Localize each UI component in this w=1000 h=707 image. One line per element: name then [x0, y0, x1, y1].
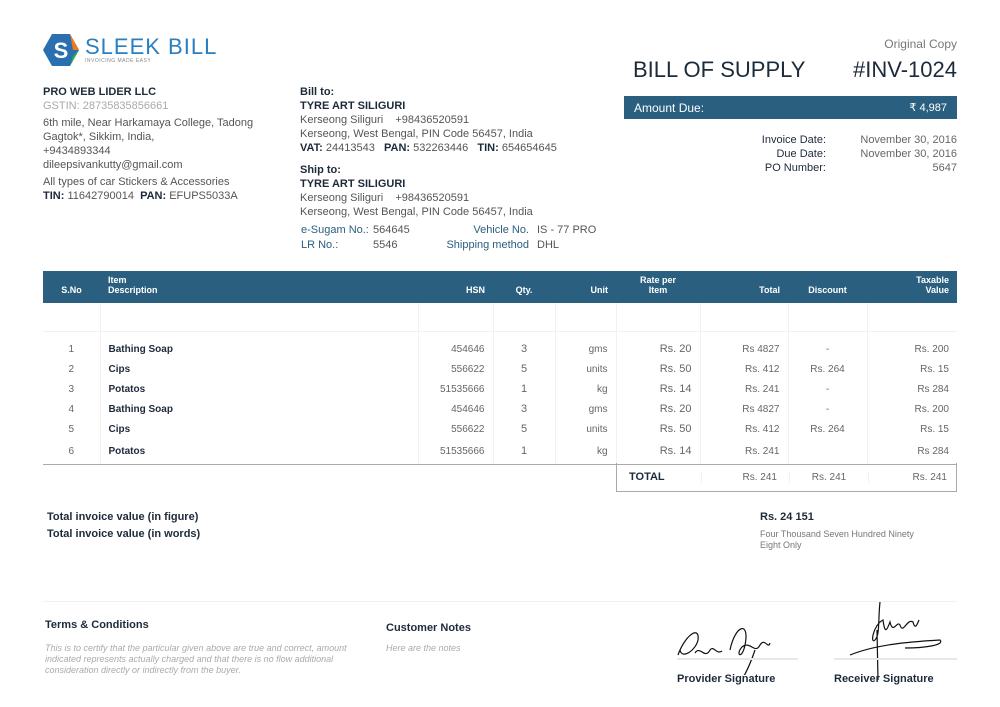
- cell-qty: 1: [493, 379, 555, 399]
- shipping-method-label: Shipping method: [446, 239, 529, 251]
- cell-qty: 5: [493, 419, 555, 439]
- cell-sno: 1: [68, 343, 75, 355]
- cell-discount: [788, 439, 867, 464]
- terms-title: Terms & Conditions: [45, 619, 149, 631]
- col-unit: Unit: [555, 271, 616, 303]
- cell-item: Cips: [100, 419, 418, 439]
- footer-divider: [43, 601, 957, 602]
- pan-label: PAN:: [384, 142, 411, 154]
- words-line1: Four Thousand Seven Hundred Ninety: [760, 529, 914, 539]
- cell-taxable: Rs. 15: [867, 419, 957, 439]
- figure-value: Rs. 24 151: [760, 511, 814, 523]
- cell-sno: 5: [68, 423, 75, 435]
- table-row: [43, 439, 957, 464]
- cell-discount: -: [788, 331, 867, 359]
- notes-title: Customer Notes: [386, 622, 471, 634]
- vat-label: VAT:: [300, 142, 323, 154]
- amount-due-bar: [624, 96, 957, 119]
- col-item-line1: Item: [108, 275, 127, 285]
- cell-taxable: Rs 284: [867, 439, 957, 464]
- cell-total: Rs 4827: [700, 331, 788, 359]
- seller-tax-ids: [43, 189, 283, 203]
- cell-item: Cips: [100, 359, 418, 379]
- cell-item: Bathing Soap: [100, 331, 418, 359]
- cell-qty: 3: [493, 331, 555, 359]
- figure-label: Total invoice value (in figure): [47, 511, 199, 523]
- brand-name: SLEEK BILL: [85, 34, 218, 59]
- col-total: Total: [700, 271, 788, 303]
- table-row: [43, 379, 957, 399]
- ship-to-line1: Kerseong Siliguri +98436520591: [300, 192, 470, 204]
- esugam-value: 564645: [373, 224, 410, 236]
- notes-text: Here are the notes: [386, 643, 461, 653]
- receiver-signature-line: [834, 658, 957, 660]
- seller-address-1: 6th mile, Near Harkamaya College, Tadong: [43, 117, 254, 129]
- copy-label: Original Copy: [884, 37, 957, 51]
- seller-name: PRO WEB LIDER LLC: [43, 86, 157, 98]
- cell-hsn: 51535666: [418, 439, 493, 464]
- provider-signature-image: [670, 615, 790, 675]
- seller-gstin: GSTIN: 28735835856661: [43, 100, 169, 112]
- cell-total: Rs. 241: [700, 439, 788, 464]
- cell-taxable: Rs. 15: [867, 359, 957, 379]
- cell-unit: units: [555, 359, 616, 379]
- pan-value: 532263446: [413, 142, 469, 154]
- seller-description: All types of car Stickers & Accessories: [43, 176, 230, 188]
- svg-text:S: S: [53, 38, 69, 63]
- invoice-date-label: Invoice Date:: [761, 134, 826, 146]
- table-row: [43, 399, 957, 419]
- invoice-meta: [700, 133, 957, 175]
- words-label: Total invoice value (in words): [47, 528, 201, 540]
- vehicle-value: IS - 77 PRO: [537, 224, 597, 236]
- cell-hsn: 454646: [418, 331, 493, 359]
- table-row: [43, 359, 957, 379]
- terms-text: This is to certify that the particular given above are true and correct, amount indicated represents actually charged and that there is no flow additional consideration directly or indirectly from the buyer.: [45, 643, 347, 675]
- cell-sno: 4: [68, 403, 75, 415]
- pan-value: EFUPS5033A: [169, 190, 238, 202]
- cell-rate: Rs. 14: [616, 379, 700, 399]
- col-rate-line2: Item: [648, 285, 668, 295]
- cell-rate: Rs. 50: [616, 419, 700, 439]
- po-number-value: 5647: [932, 162, 957, 174]
- cell-unit: gms: [555, 331, 616, 359]
- col-hsn: HSN: [418, 271, 493, 303]
- due-date-label: Due Date:: [776, 148, 826, 160]
- cell-unit: kg: [555, 439, 616, 464]
- cell-sno: 6: [43, 439, 100, 464]
- seller-address-2: Gagtok*, Sikkim, India,: [43, 131, 155, 143]
- cell-item: Bathing Soap: [100, 399, 418, 419]
- cell-total: Rs. 412: [700, 359, 788, 379]
- table-row: [43, 419, 957, 439]
- cell-rate: Rs. 20: [616, 331, 700, 359]
- receiver-signature-image: [845, 600, 955, 680]
- cell-qty: 1: [493, 439, 555, 464]
- brand-tagline: INVOICING MADE EASY: [85, 58, 152, 64]
- words-line2: Eight Only: [760, 540, 802, 550]
- col-taxable: [867, 271, 957, 303]
- cell-discount: Rs. 264: [788, 419, 867, 439]
- receiver-signature-label: Receiver Signature: [834, 673, 934, 685]
- ship-to-line2: Kerseong, West Bengal, PIN Code 56457, India: [300, 206, 533, 218]
- col-taxable-line1: Taxable: [916, 275, 949, 285]
- cell-total: Rs. 412: [700, 419, 788, 439]
- col-rate: [616, 271, 700, 303]
- total-taxable: Rs. 241: [868, 472, 956, 483]
- cell-taxable: Rs 284: [867, 379, 957, 399]
- col-discount: Discount: [788, 271, 867, 303]
- lr-value: 5546: [373, 239, 398, 251]
- cell-rate: Rs. 20: [616, 399, 700, 419]
- cell-qty: 3: [493, 399, 555, 419]
- cell-hsn: 454646: [418, 399, 493, 419]
- col-taxable-line2: Value: [925, 285, 949, 295]
- bill-to-line1: Kerseong Siliguri +98436520591: [300, 114, 470, 126]
- col-item: [100, 271, 418, 303]
- col-sno: S.No: [43, 271, 100, 303]
- tin-label: TIN:: [477, 142, 499, 154]
- due-date-value: November 30, 2016: [860, 148, 957, 160]
- amount-due-value: ₹ 4,987: [909, 102, 947, 114]
- seller-email: dileepsivankutty@gmail.com: [43, 159, 183, 171]
- cell-discount: -: [788, 399, 867, 419]
- esugam-label: e-Sugam No.:: [301, 224, 369, 236]
- cell-qty: 5: [493, 359, 555, 379]
- tin-label: TIN:: [43, 190, 65, 202]
- cell-hsn: 556622: [418, 419, 493, 439]
- vat-value: 24413543: [325, 142, 375, 154]
- col-qty: Qty.: [493, 271, 555, 303]
- cell-item: Potatos: [100, 439, 418, 464]
- bill-to-label: Bill to:: [300, 86, 335, 98]
- shipping-method-value: DHL: [537, 239, 560, 251]
- col-rate-line1: Rate per: [639, 275, 676, 285]
- bill-to-tax-ids: [300, 141, 610, 155]
- cell-hsn: 51535666: [418, 379, 493, 399]
- words-value: [760, 529, 914, 551]
- lr-label: LR No.:: [301, 239, 339, 251]
- provider-signature-label: Provider Signature: [677, 673, 776, 685]
- tin-value: 11642790014: [67, 190, 134, 202]
- total-discount: Rs. 241: [789, 472, 868, 483]
- cell-unit: kg: [555, 379, 616, 399]
- amount-due-label: Amount Due:: [634, 100, 705, 115]
- cell-taxable: Rs. 200: [867, 331, 957, 359]
- cell-taxable: Rs. 200: [867, 399, 957, 419]
- bill-to: [300, 85, 610, 219]
- vehicle-label: Vehicle No.: [473, 224, 529, 236]
- tin-value: 654654645: [501, 142, 557, 154]
- empty-row: [43, 303, 957, 331]
- logo-icon: [43, 34, 79, 66]
- totals-row: [616, 463, 957, 492]
- document-title: BILL OF SUPPLY: [633, 57, 806, 82]
- cell-discount: Rs. 264: [788, 359, 867, 379]
- cell-unit: gms: [555, 399, 616, 419]
- invoice-date-value: November 30, 2016: [860, 134, 957, 146]
- seller-info: [43, 85, 283, 203]
- table-header: [43, 271, 957, 303]
- cell-total: Rs 4827: [700, 399, 788, 419]
- bill-to-name: TYRE ART SILIGURI: [300, 100, 406, 112]
- pan-label: PAN:: [140, 190, 167, 202]
- seller-phone: +9434893344: [43, 145, 111, 157]
- total-label: TOTAL: [629, 471, 665, 483]
- invoice-number: #INV-1024: [853, 57, 957, 82]
- items-table: [43, 271, 957, 465]
- cell-hsn: 556622: [418, 359, 493, 379]
- ship-to-name: TYRE ART SILIGURI: [300, 178, 406, 190]
- table-row: [43, 331, 957, 359]
- total-amount: Rs. 241: [701, 472, 789, 483]
- bill-to-line2: Kerseong, West Bengal, PIN Code 56457, India: [300, 128, 533, 140]
- col-item-line2: Description: [108, 285, 158, 295]
- brand-logo: [43, 34, 217, 66]
- po-number-label: PO Number:: [764, 162, 826, 174]
- cell-rate: Rs. 14: [616, 439, 700, 464]
- cell-item: Potatos: [100, 379, 418, 399]
- cell-total: Rs. 241: [700, 379, 788, 399]
- cell-sno: 2: [68, 363, 75, 375]
- cell-rate: Rs. 50: [616, 359, 700, 379]
- cell-sno: 3: [68, 383, 75, 395]
- cell-discount: -: [788, 379, 867, 399]
- cell-unit: units: [555, 419, 616, 439]
- provider-signature-line: [677, 658, 798, 660]
- ship-to-label: Ship to:: [300, 164, 341, 176]
